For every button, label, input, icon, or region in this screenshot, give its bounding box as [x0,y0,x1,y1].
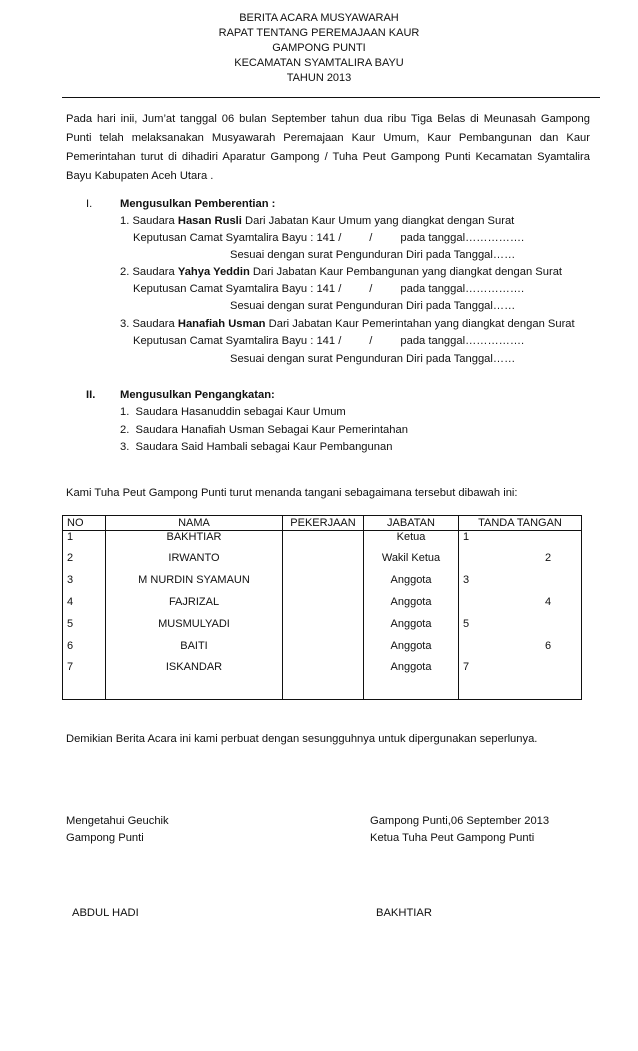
resignation-line: Sesuai dengan surat Pengunduran Diri pada Tanggal…… [230,300,516,312]
section-title: Mengusulkan Pengangkatan: [120,389,275,401]
col-header-nama: NAMA [106,516,283,531]
col-header-tanda-tangan: TANDA TANGAN [459,516,582,531]
signer-role: Ketua Tuha Peut Gampong Punti [370,832,535,844]
table-row: 7 ISKANDAR Anggota 7 [63,657,582,700]
decree-line: Keputusan Camat Syamtalira Bayu : 141 / / pada tanggal……………. [133,283,525,295]
document-header [0,11,638,86]
decree-line: Keputusan Camat Syamtalira Bayu : 141 / / pada tanggal……………. [133,335,525,347]
appointment-item: 3. Saudara Said Hambali sebagai Kaur Pembangunan [120,441,393,453]
person-name: Hanafiah Usman [177,318,266,330]
header-district: KECAMATAN SYAMTALIRA BAYU [234,57,404,69]
signatory-table [62,515,582,700]
col-header-jabatan: JABATAN [364,516,459,531]
signer-org: Gampong Punti [66,832,144,844]
section-title: Mengusulkan Pemberentian : [120,198,276,210]
signature-slot: 1 [459,531,582,548]
table-row: 4 FAJRIZAL Anggota 4 [63,591,582,613]
resignation-line: Sesuai dengan surat Pengunduran Diri pada Tanggal…… [230,353,516,365]
appointment-item: 1. Saudara Hasanuddin sebagai Kaur Umum [120,406,346,418]
section-dismissal [66,198,596,378]
resignation-line: Sesuai dengan surat Pengunduran Diri pada Tanggal…… [230,249,516,261]
signer-name-left: ABDUL HADI [72,907,139,919]
person-name: Yahya Yeddin [177,266,250,278]
dismissal-item: 1. Saudara Hasan Rusli Dari Jabatan Kaur Umum yang diangkat dengan Surat [120,215,515,227]
signature-slot: 4 [459,591,582,613]
signer-name-right: BAKHTIAR [376,907,432,919]
section-appointment [66,389,596,459]
signature-slot: 5 [459,613,582,635]
dismissal-item: 3. Saudara Hanafiah Usman Dari Jabatan Kaur Pemerintahan yang diangkat dengan Surat [120,318,575,330]
header-divider [62,97,600,98]
table-row: 6 BAITI Anggota 6 [63,635,582,657]
signature-slot: 3 [459,569,582,591]
header-year: TAHUN 2013 [286,72,352,84]
signature-slot: 2 [459,547,582,569]
table-row: 5 MUSMULYADI Anggota 5 [63,613,582,635]
person-name: Hasan Rusli [177,215,242,227]
table-row: 3 M NURDIN SYAMAUN Anggota 3 [63,569,582,591]
signer-role: Mengetahui Geuchik [66,815,169,827]
header-title: BERITA ACARA MUSYAWARAH [239,12,399,24]
signature-block-right [370,813,549,847]
decree-line: Keputusan Camat Syamtalira Bayu : 141 / / pada tanggal……………. [133,232,525,244]
closing-statement: Demikian Berita Acara ini kami perbuat dengan sesungguhnya untuk dipergunakan seperlunya. [66,733,538,745]
table-row: 2 IRWANTO Wakil Ketua 2 [63,547,582,569]
intro-paragraph: Pada hari inii, Jum’at tanggal 06 bulan September tahun dua ribu Tiga Belas di Meunasah Gampong Punti telah melaksanakan Musyawarah Peremajaan Kaur Umum, Kaur Pembangunan dan Kaur Pemerintahan turut di dihadiri Aparatur Gampong / Tuha Peut Gampong Punti Kecamatan Syamtalira Bayu Kabupaten Aceh Utara . [66,113,590,182]
col-header-pekerjaan: PEKERJAAN [283,516,364,531]
table-header-row [63,516,582,531]
place-date: Gampong Punti,06 September 2013 [370,815,550,827]
signature-slot: 6 [459,635,582,657]
signature-block-left [66,813,169,847]
section-numeral: I. [86,198,93,210]
table-row: 1 BAKHTIAR Ketua 1 [63,531,582,548]
table-intro: Kami Tuha Peut Gampong Punti turut menanda tangani sebagaimana tersebut dibawah ini: [66,487,518,499]
header-village: GAMPONG PUNTI [272,42,366,54]
signature-slot: 7 [459,657,582,700]
dismissal-item: 2. Saudara Yahya Yeddin Dari Jabatan Kaur Pembangunan yang diangkat dengan Surat [120,266,563,278]
col-header-no: NO [63,516,106,531]
appointment-item: 2. Saudara Hanafiah Usman Sebagai Kaur Pemerintahan [120,424,408,436]
header-subtitle: RAPAT TENTANG PEREMAJAAN KAUR [218,27,420,39]
section-numeral: II. [86,389,96,401]
